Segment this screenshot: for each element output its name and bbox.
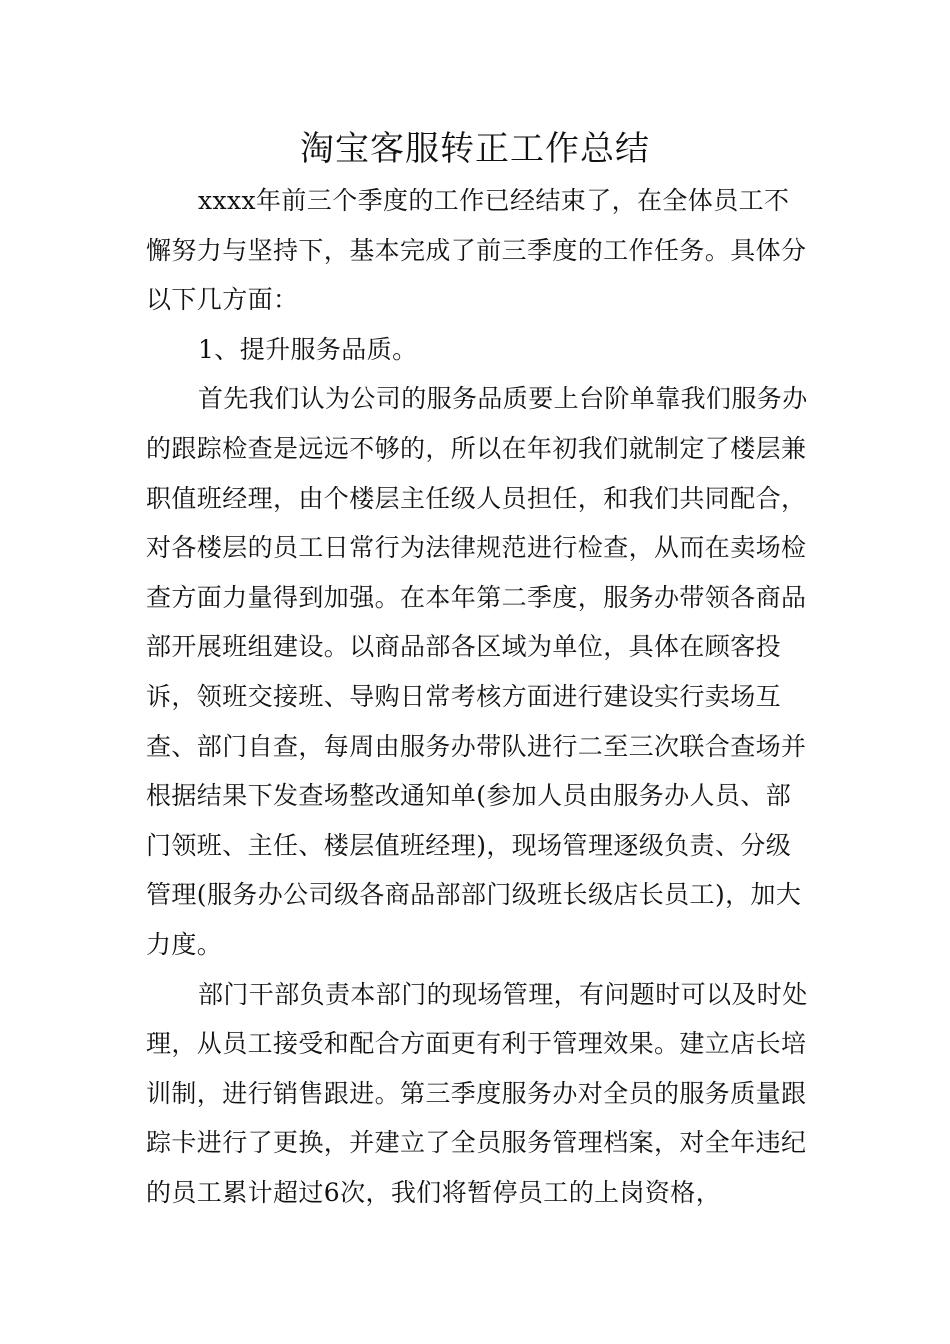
paragraph-heading-1: 1、提升服务品质。 <box>198 334 418 364</box>
paragraph-intro: xxxx年前三个季度的工作已经结束了，在全体员工不懈努力与坚持下，基本完成了前三季度的工作任务。具体分以下几方面： <box>146 186 807 315</box>
paragraph-service-quality: 首先我们认为公司的服务品质要上台阶单靠我们服务办的跟踪检查是远远不够的，所以在年初我们就制定了楼层兼职值班经理，由个楼层主任级人员担任，和我们共同配合，对各楼层的员工日常行为法律规范进行检查，从而在卖场检查方面力量得到加强。在本年第二季度，服务办带领各商品部开展班组建设。以商品部各区域为单位，具体在顾客投诉，领班交接班、导购日常考核方面进行建设实行卖场互查、部门自查，每周由服务办带队进行二至三次联合查场并根据结果下发查场整改通知单(参加人员由服务办人员、部门领班、主任、楼层值班经理)，现场管理逐级负责、分级管理(服务办公司级各商品部部门级班长级店长员工)，加大力度。 <box>146 384 808 959</box>
document-body <box>146 176 810 1217</box>
paragraph-department-management: 部门干部负责本部门的现场管理，有问题时可以及时处理，从员工接受和配合方面更有利于管理效果。建立店长培训制，进行销售跟进。第三季度服务办对全员的服务质量跟踪卡进行了更换，并建立了全员服务管理档案，对全年违纪的员工累计超过6次，我们将暂停员工的上岗资格， <box>146 979 808 1207</box>
document-title: 淘宝客服转正工作总结 <box>300 129 650 169</box>
